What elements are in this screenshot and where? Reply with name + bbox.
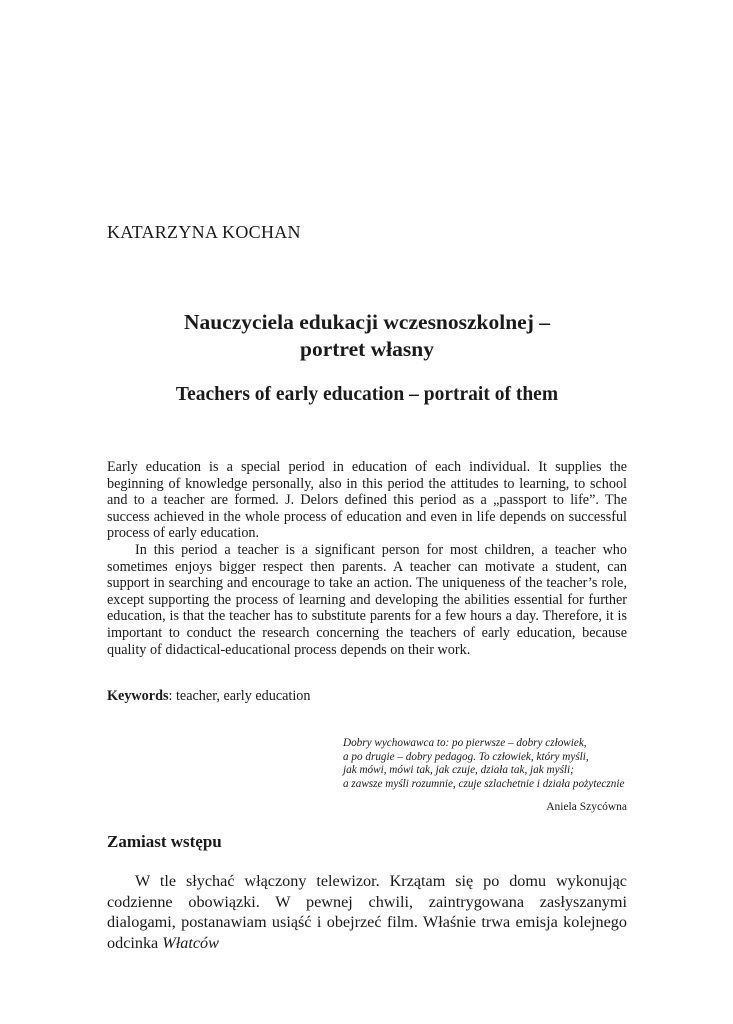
motto-line: a po drugie – dobry pedagog. To człowiek, który myśli, [343,750,589,763]
keywords-label: Keywords [107,688,169,704]
motto-line: jak mówi, mówi tak, jak czuje, działa tak, jak myśli; [343,764,574,777]
title-english: Teachers of early education – portrait of them [175,384,559,405]
keywords [107,688,627,705]
body-paragraph [107,871,627,953]
body-text [107,871,627,953]
title-polish [107,309,627,363]
motto-line: a zawsze myśli rozumnie, czuje szlachetnie i działa pożytecznie [343,777,625,790]
abstract-paragraph-2: In this period a teacher is a significant person for most children, a teacher who sometimes enjoys bigger respect then parents. A teacher can motivate a student, can support in searching and encourage to take an action. The uniqueness of the teacher’s role, except supporting the process of learning and developing the abilities essential for further education, is that the teacher has to substitute parents for a few hours a day. Therefore, it is important to conduct the research concerning the teachers of early education, because quality of didactical-educational process depends on their work. [107,541,627,658]
author-name: KATARZYNA KOCHAN [107,222,301,242]
title-polish-line-1: Nauczyciela edukacji wczesnoszkolnej – [183,310,551,334]
abstract [107,459,627,658]
motto-author: Aniela Szycówna [546,801,627,813]
abstract-paragraph-1: Early education is a special period in education of each individual. It supplies the beginning of knowledge personally, also in this period the attitudes to learning, to school and to a teacher are formed. J. Delors defined this period as a „passport to life”. The success achieved in the whole process of education and even in life depends on successful process of early education. [107,459,627,542]
section-heading: Zamiast wstępu [107,832,222,851]
film-title-italic: Włatców [162,933,219,952]
body-paragraph-text: W tle słychać włączony telewizor. Krzątam się po domu wykonując codzienne obowiązki. W pewnej chwili, zaintrygowana zasłyszanymi dialogami, postanawiam usiąść i obejrzeć film. Właśnie trwa emisja kolejnego odcinka [107,872,627,952]
title-polish-line-2: portret własny [300,337,434,361]
keywords-text: : teacher, early education [168,688,311,704]
motto-quote [343,737,627,791]
motto-line: Dobry wychowawca to: po pierwsze – dobry człowiek, [343,737,587,749]
